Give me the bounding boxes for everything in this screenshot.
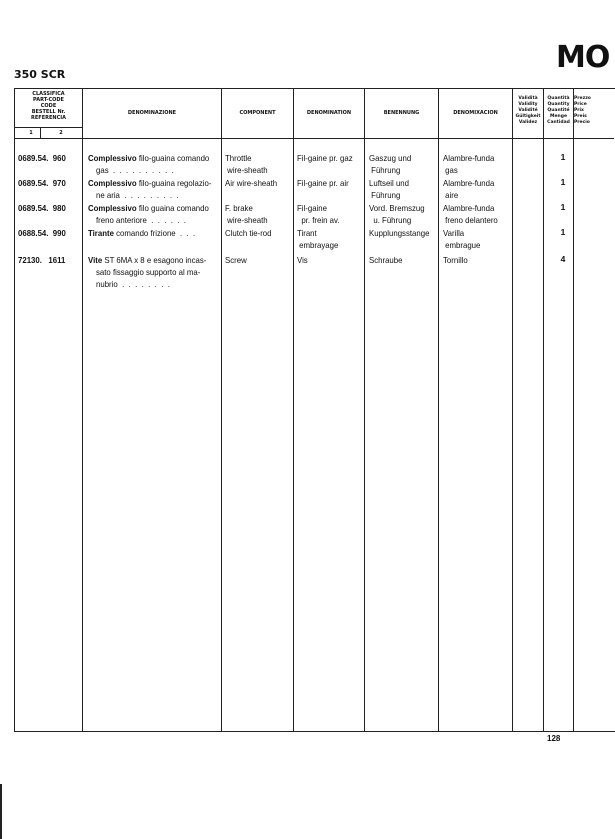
header-es: DENOMIXACION <box>453 110 498 116</box>
col-divider-de <box>364 88 365 731</box>
denominacion-line: Varilla <box>443 228 465 238</box>
component-line: Air wire-sheath <box>225 178 278 188</box>
part-code: 0689.54. 960 <box>18 153 66 163</box>
part-code: 0689.54. 980 <box>18 203 66 213</box>
header-de: BENENNUNG <box>383 110 420 116</box>
header-code-sub1: 1 <box>29 130 33 136</box>
part-code: 72130. 1611 <box>18 255 66 265</box>
denominazione-line: Tirante comando frizione . . . <box>88 228 196 238</box>
header-quantity: Quantità Quantity Quantité Menge Cantidad <box>547 96 570 125</box>
component-line: F. brake <box>225 203 253 213</box>
benennung-line: Schraube <box>369 255 403 265</box>
header-code: CLASSIFICA PART-CODE CODE BESTELL Nr. REFERENCIA <box>31 91 66 121</box>
part-code: 0688.54. 990 <box>18 228 66 238</box>
component-line: Screw <box>225 255 247 265</box>
denominacion-line: gas <box>443 165 458 175</box>
quantity-value: 1 <box>560 202 566 212</box>
denomination-line: embrayage <box>297 240 339 250</box>
quantity-value: 1 <box>560 227 566 237</box>
denominazione-line: ne aria . . . . . . . . . <box>96 190 179 200</box>
denominacion-line: Tornillo <box>443 255 468 265</box>
component-line: wire-sheath <box>225 215 268 225</box>
denominazione-line: Complessivo filo-guaina regolazio- <box>88 178 212 188</box>
code-sub-divider <box>40 128 41 138</box>
component-line: Throttle <box>225 153 252 163</box>
quantity-value: 4 <box>560 254 566 264</box>
component-line: Clutch tie-rod <box>225 228 272 238</box>
denominacion-line: Alambre-funda <box>443 178 495 188</box>
model-label: 350 SCR <box>14 68 66 81</box>
page-number: 128 <box>547 734 561 743</box>
header-en: COMPONENT <box>239 110 276 116</box>
header-code-sub2: 2 <box>59 130 63 136</box>
component-line: wire-sheath <box>225 165 268 175</box>
header-it: DENOMINAZIONE <box>127 110 177 116</box>
header-fr: DENOMINATION <box>306 110 352 116</box>
denominazione-line: Complessivo filo-guaina comando <box>88 153 210 163</box>
denominacion-line: freno delantero <box>443 215 498 225</box>
denominacion-line: Alambre-funda <box>443 153 495 163</box>
quantity-value: 1 <box>560 152 566 162</box>
col-divider-en <box>221 88 222 731</box>
denominazione-line: nubrio . . . . . . . . <box>96 279 170 289</box>
code-subheader-divider <box>14 127 82 128</box>
denomination-line: Vis <box>297 255 308 265</box>
denominacion-line: Alambre-funda <box>443 203 495 213</box>
denomination-line: Tirant <box>297 228 317 238</box>
quantity-value: 1 <box>560 177 566 187</box>
denominazione-line: sato fissaggio supporto al ma- <box>96 267 201 277</box>
benennung-line: u. Führung <box>369 215 412 225</box>
benennung-line: Vord. Bremszug <box>369 203 425 213</box>
col-divider-validity <box>512 88 513 731</box>
denomination-line: Fil-gaine pr. air <box>297 178 349 188</box>
series-title: MO <box>556 40 610 75</box>
col-divider-fr <box>293 88 294 731</box>
col-divider-es <box>438 88 439 731</box>
denominazione-line: Vite ST 6MA x 8 e esagono incas- <box>88 255 207 265</box>
col-divider-qty <box>543 88 544 731</box>
benennung-line: Gaszug und <box>369 153 412 163</box>
col-divider-price <box>573 88 574 731</box>
benennung-line: Luftseil und <box>369 178 410 188</box>
denominazione-line: freno anteriore . . . . . . <box>96 215 186 225</box>
denominazione-line: gas . . . . . . . . . . <box>96 165 174 175</box>
col-divider-it <box>82 88 83 731</box>
header-validity: Validità Validity Validité Gültigkeit Validez <box>515 96 541 125</box>
header-divider <box>14 138 614 139</box>
binding-mark <box>0 784 2 839</box>
denominacion-line: aire <box>443 190 459 200</box>
benennung-line: Kupplungsstange <box>369 228 430 238</box>
benennung-line: Führung <box>369 165 401 175</box>
header-price: Prezzo Price Prix Preis Precio <box>574 96 591 125</box>
denominacion-line: embrague <box>443 240 481 250</box>
part-code: 0689.54. 970 <box>18 178 66 188</box>
benennung-line: Führung <box>369 190 401 200</box>
denomination-line: pr. frein av. <box>297 215 340 225</box>
denominazione-line: Complessivo filo guaina comando <box>88 203 209 213</box>
denomination-line: Fil-gaine <box>297 203 328 213</box>
denomination-line: Fil-gaine pr. gaz <box>297 153 353 163</box>
